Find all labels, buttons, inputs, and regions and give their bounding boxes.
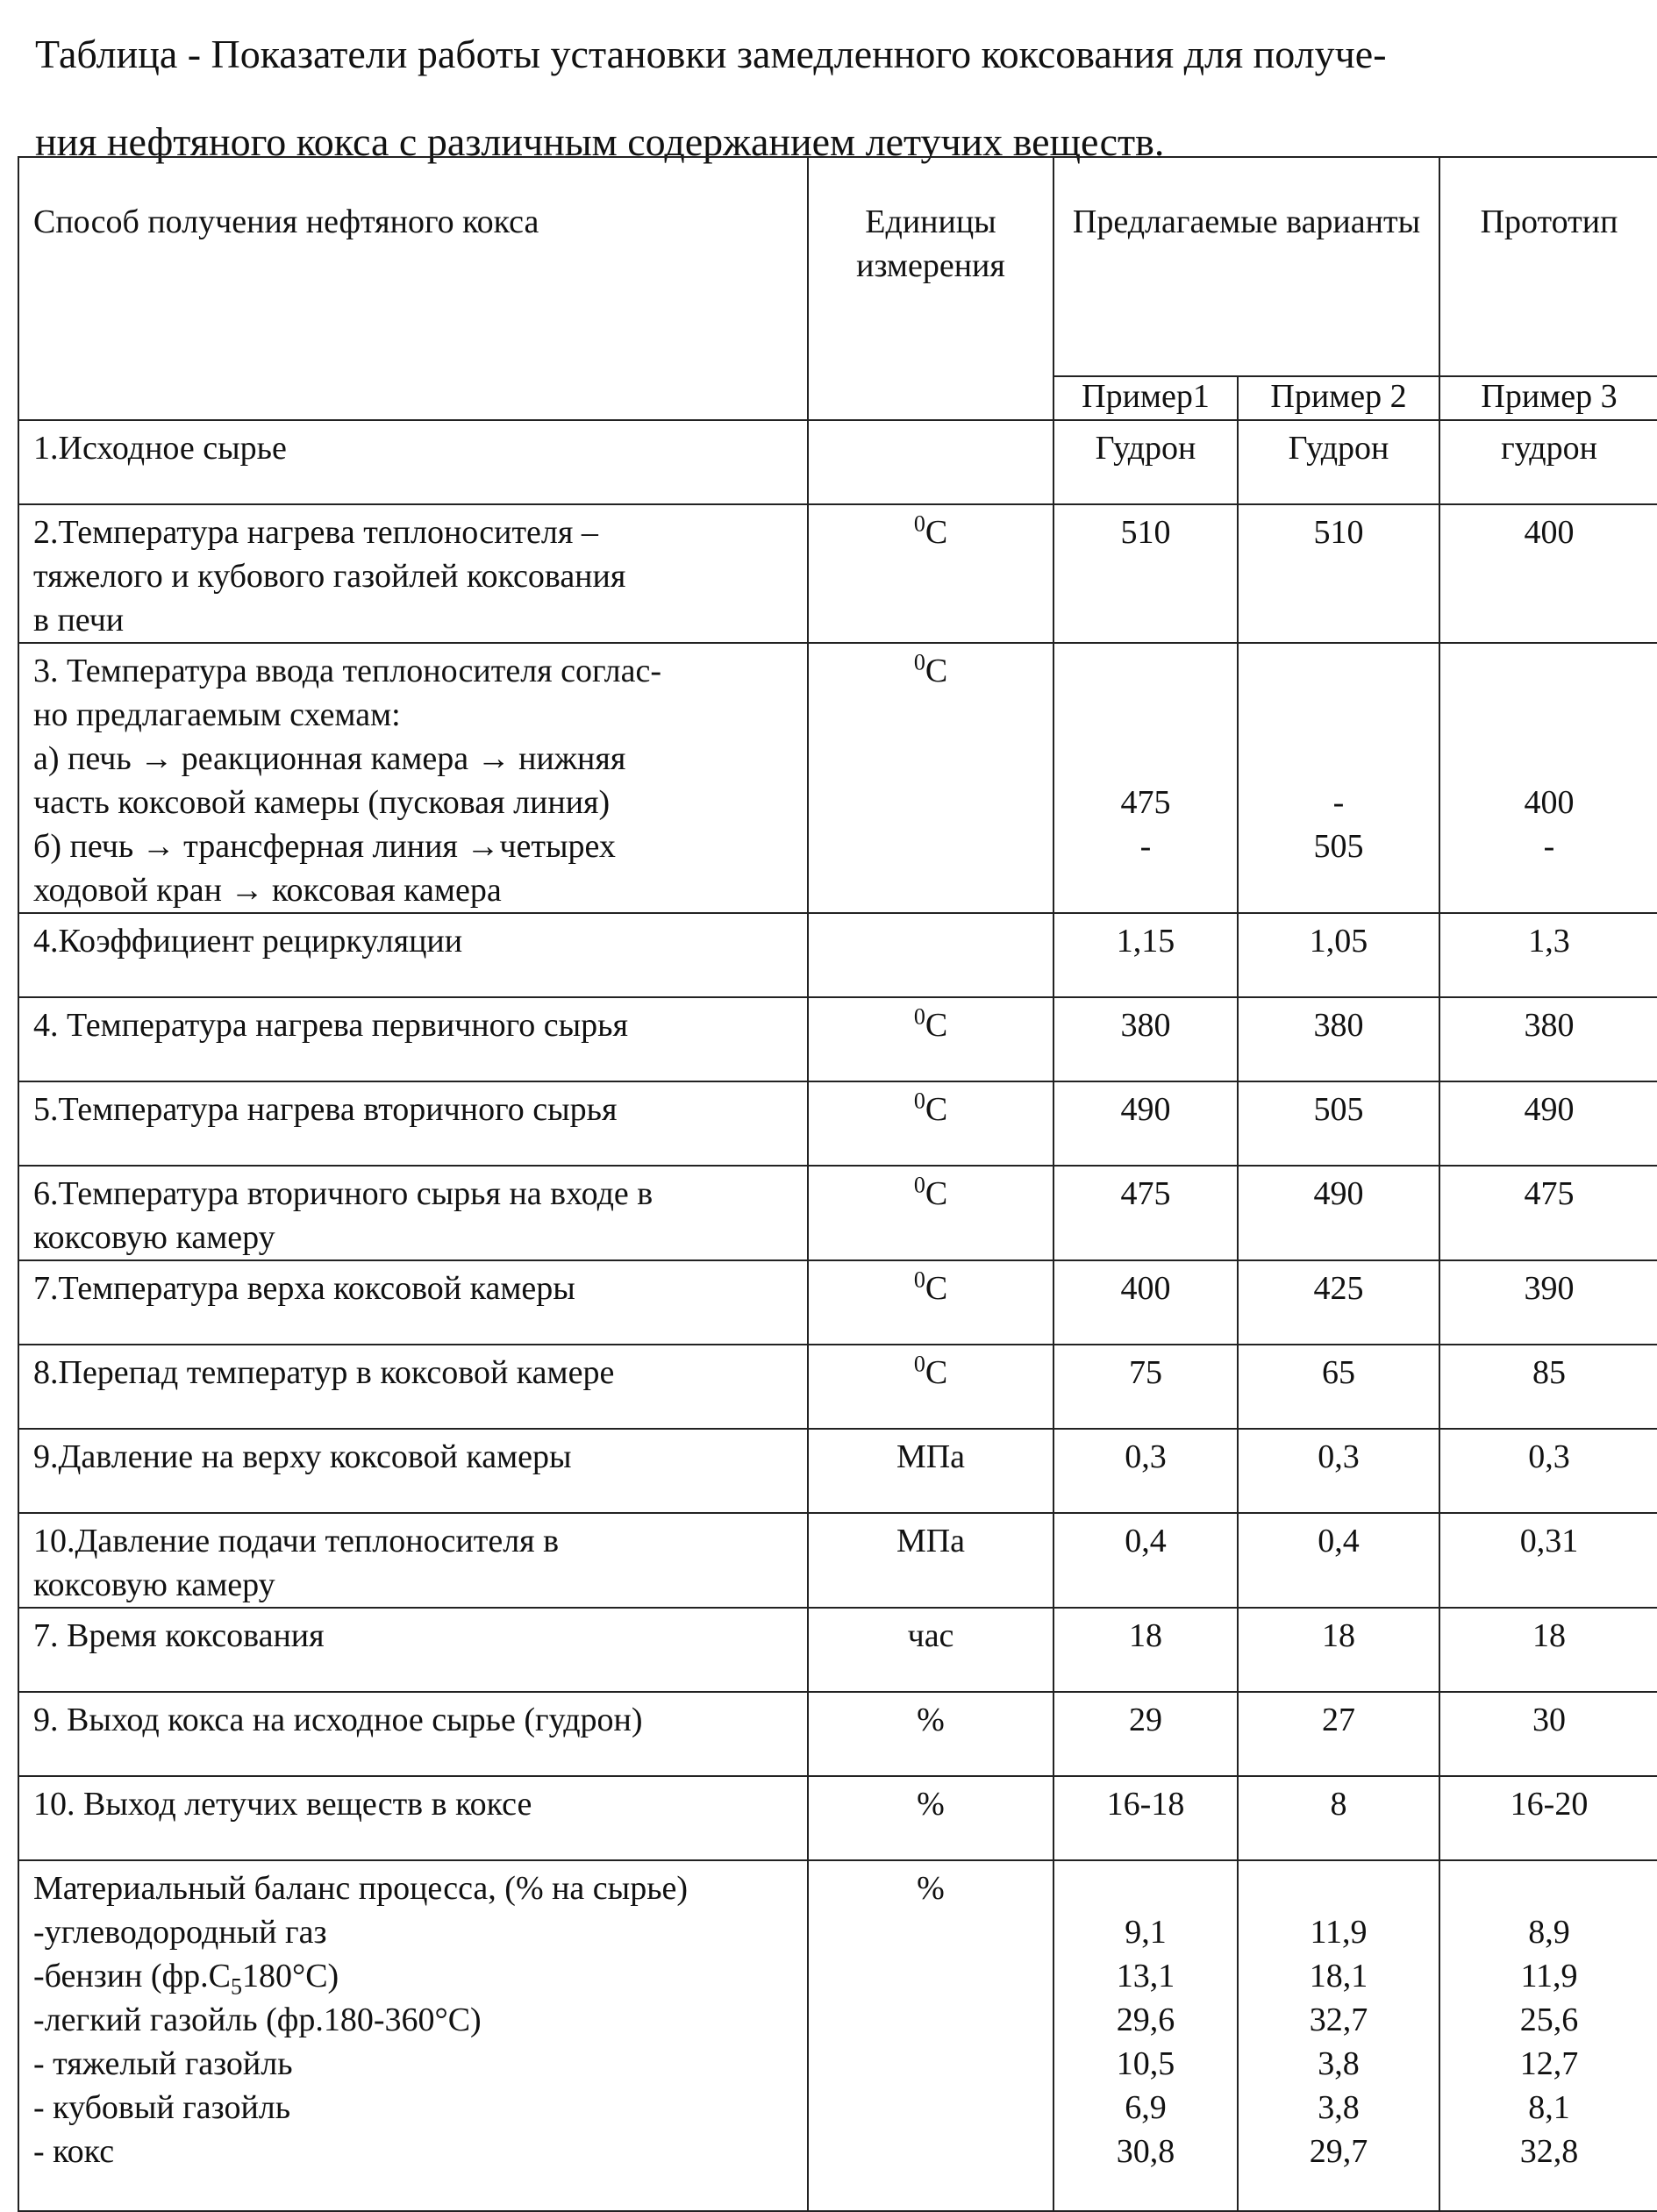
row-value-3: 475 — [1439, 1166, 1657, 1260]
degree-c: C — [925, 1091, 948, 1128]
row-value-3: 400 - — [1439, 643, 1657, 913]
row-value-3: 390 — [1439, 1260, 1657, 1345]
table-row — [18, 997, 1657, 1081]
degree-sup: 0 — [913, 1267, 925, 1293]
row-unit — [808, 504, 1053, 643]
material-balance-row — [18, 1860, 1657, 2211]
row-value-2: 27 — [1238, 1692, 1439, 1776]
row-name: 7. Время коксования — [18, 1608, 808, 1692]
header-example-1: Пример1 — [1053, 376, 1238, 420]
row-name: 4. Температура нагрева первичного сырья — [18, 997, 808, 1081]
row-value-1: 475 — [1053, 1166, 1238, 1260]
degree-c: C — [925, 514, 948, 551]
row-name: 6.Температура вторичного сырья на входе в коксовую камеру — [18, 1166, 808, 1260]
header-units-text: Единицы измерения — [856, 203, 1005, 284]
row-value-3: 18 — [1439, 1608, 1657, 1692]
indicators-table — [18, 156, 1657, 2212]
row-value-3: 0,3 — [1439, 1429, 1657, 1513]
row-unit: % — [808, 1776, 1053, 1860]
balance-values-2: 11,9 18,1 32,7 3,8 3,8 29,7 — [1238, 1860, 1439, 2211]
table-row — [18, 1429, 1657, 1513]
row-value-3: 16-20 — [1439, 1776, 1657, 1860]
row-name: 8.Перепад температур в коксовой камере — [18, 1345, 808, 1429]
table-row — [18, 420, 1657, 504]
row-value-1: 0,3 — [1053, 1429, 1238, 1513]
balance-values-3: 8,9 11,9 25,6 12,7 8,1 32,8 — [1439, 1860, 1657, 2211]
row-value-1: 1,15 — [1053, 913, 1238, 997]
row-name: 2.Температура нагрева теплоносителя – тяжелого и кубового газойлей коксования в печи — [18, 504, 808, 643]
table-row — [18, 1692, 1657, 1776]
row-value-3: 1,3 — [1439, 913, 1657, 997]
row-value-2: 65 — [1238, 1345, 1439, 1429]
table-row — [18, 504, 1657, 643]
row-unit: час — [808, 1608, 1053, 1692]
row-name: 9.Давление на верху коксовой камеры — [18, 1429, 808, 1513]
row-value-2: 0,4 — [1238, 1513, 1439, 1608]
row-value-2: 425 — [1238, 1260, 1439, 1345]
row-value-1: 400 — [1053, 1260, 1238, 1345]
row-value-2: 8 — [1238, 1776, 1439, 1860]
row-value-1: Гудрон — [1053, 420, 1238, 504]
balance-heavy-gasoil: - тяжелый газойль — [33, 2045, 293, 2082]
balance-gasoline-pre: -бензин (фр.С — [33, 1958, 231, 1994]
degree-sup: 0 — [913, 1088, 925, 1114]
row-value-2: 505 — [1238, 1081, 1439, 1166]
row-value-1: 16-18 — [1053, 1776, 1238, 1860]
header-example-3: Пример 3 — [1439, 376, 1657, 420]
degree-sup: 0 — [913, 649, 925, 675]
table-row — [18, 1608, 1657, 1692]
row-unit: % — [808, 1692, 1053, 1776]
caption-line-2: ния нефтяного кокса с различным содержанием летучих веществ. — [35, 119, 1165, 164]
row-unit: МПа — [808, 1429, 1053, 1513]
row-value-2: 510 — [1238, 504, 1439, 643]
row-value-1: 18 — [1053, 1608, 1238, 1692]
table-row — [18, 1776, 1657, 1860]
row-value-3: гудрон — [1439, 420, 1657, 504]
caption-line-1: Таблица - Показатели работы установки замедленного коксования для получе- — [35, 32, 1387, 76]
header-prototype: Прототип — [1439, 157, 1657, 376]
row-value-1: 0,4 — [1053, 1513, 1238, 1608]
row-unit — [808, 643, 1053, 913]
balance-gas: -углеводородный газ — [33, 1914, 327, 1951]
degree-c: C — [925, 1270, 948, 1307]
row-value-3: 380 — [1439, 997, 1657, 1081]
balance-values-1: 9,1 13,1 29,6 10,5 6,9 30,8 — [1053, 1860, 1238, 2211]
degree-c: C — [925, 653, 948, 689]
row-value-2: 490 — [1238, 1166, 1439, 1260]
row-value-2: Гудрон — [1238, 420, 1439, 504]
degree-sup: 0 — [913, 1003, 925, 1030]
balance-bottom-gasoil: - кубовый газойль — [33, 2089, 291, 2126]
row-unit — [808, 1166, 1053, 1260]
row-unit — [808, 1081, 1053, 1166]
balance-labels — [18, 1860, 808, 2211]
table-row — [18, 1345, 1657, 1429]
degree-sup: 0 — [913, 510, 925, 537]
row-name: 10. Выход летучих веществ в коксе — [18, 1776, 808, 1860]
balance-coke: - кокс — [33, 2133, 115, 2170]
row-value-1: 490 — [1053, 1081, 1238, 1166]
balance-title: Материальный баланс процесса, (% на сырье) — [33, 1870, 689, 1907]
row-unit — [808, 913, 1053, 997]
row-value-3: 490 — [1439, 1081, 1657, 1166]
header-units — [808, 157, 1053, 420]
row-value-2: 0,3 — [1238, 1429, 1439, 1513]
row-name: 5.Температура нагрева вторичного сырья — [18, 1081, 808, 1166]
degree-c: C — [925, 1007, 948, 1044]
row-value-1: 475 - — [1053, 643, 1238, 913]
row-unit — [808, 1260, 1053, 1345]
row-name: 7.Температура верха коксовой камеры — [18, 1260, 808, 1345]
row-name: 10.Давление подачи теплоносителя в коксовую камеру — [18, 1513, 808, 1608]
row-value-3: 0,31 — [1439, 1513, 1657, 1608]
degree-sup: 0 — [913, 1351, 925, 1377]
balance-light-gasoil: -легкий газойль (фр.180-360°С) — [33, 2002, 482, 2038]
table-row — [18, 643, 1657, 913]
row-unit: МПа — [808, 1513, 1053, 1608]
balance-gasoline — [33, 1954, 800, 1998]
degree-sup: 0 — [913, 1172, 925, 1198]
degree-c: C — [925, 1354, 948, 1391]
row-value-3: 85 — [1439, 1345, 1657, 1429]
row-name: 9. Выход кокса на исходное сырье (гудрон) — [18, 1692, 808, 1776]
row-value-3: 400 — [1439, 504, 1657, 643]
header-proposed: Предлагаемые варианты — [1053, 157, 1439, 376]
row-value-2: 18 — [1238, 1608, 1439, 1692]
row-value-3: 30 — [1439, 1692, 1657, 1776]
balance-gasoline-sub: 5 — [231, 1973, 242, 2000]
balance-unit: % — [808, 1860, 1053, 2211]
row-unit — [808, 997, 1053, 1081]
row-value-1: 380 — [1053, 997, 1238, 1081]
table-row — [18, 1166, 1657, 1260]
row-value-2: 1,05 — [1238, 913, 1439, 997]
row-value-2: - 505 — [1238, 643, 1439, 913]
row-value-2: 380 — [1238, 997, 1439, 1081]
row-unit — [808, 1345, 1053, 1429]
header-example-2: Пример 2 — [1238, 376, 1439, 420]
row-name: 1.Исходное сырье — [18, 420, 808, 504]
row-unit — [808, 420, 1053, 504]
row-value-1: 29 — [1053, 1692, 1238, 1776]
degree-c: C — [925, 1175, 948, 1212]
balance-gasoline-post: 180°С) — [242, 1958, 339, 1994]
table-row — [18, 1260, 1657, 1345]
row-value-1: 510 — [1053, 504, 1238, 643]
table-row — [18, 1513, 1657, 1608]
table-row — [18, 913, 1657, 997]
row-value-1: 75 — [1053, 1345, 1238, 1429]
table-row — [18, 1081, 1657, 1166]
row-name: 4.Коэффициент рециркуляции — [18, 913, 808, 997]
header-row — [18, 157, 1657, 376]
row-name: 3. Температура ввода теплоносителя соглас- но предлагаемым схемам: а) печь → реакционная камера → нижняя часть коксовой камеры (пусковая линия) б) печь → трансферная линия →четырех ходовой кран → коксовая камера — [18, 643, 808, 913]
header-method: Способ получения нефтяного кокса — [18, 157, 808, 420]
